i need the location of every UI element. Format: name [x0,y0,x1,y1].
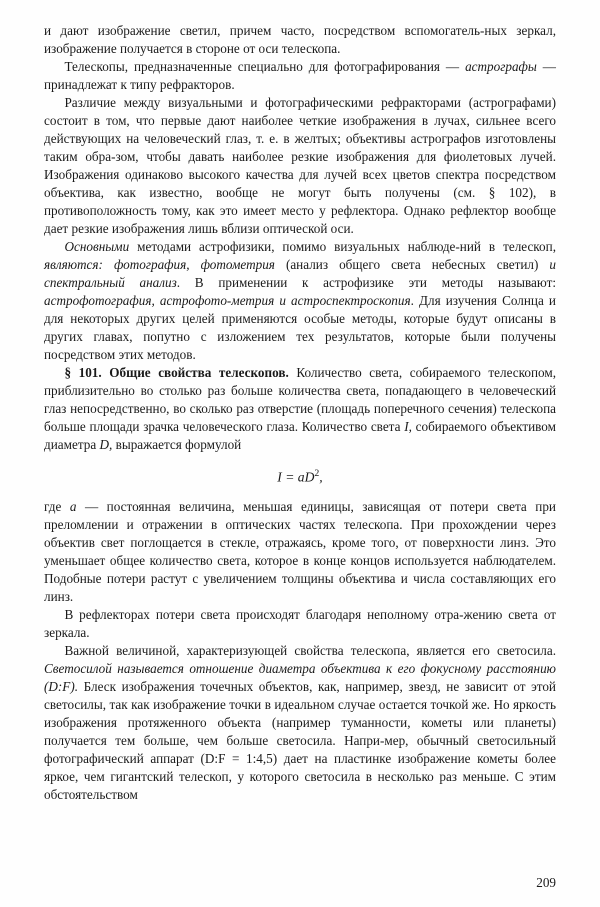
formula-light-quantity [44,465,556,487]
paragraph-4-text-a: методами астрофизики, помимо визуальных наблюде-ний в телескоп, [129,239,556,254]
paragraph-8-definition-lightpower: Светосилой называется отношение диаметра объектива к его фокусному расстоянию (D:F). [44,660,556,694]
section-101-text-b: собираемого объективом диаметра [44,419,556,452]
section-101-text-a: Количество света, собираемого телескопом, приблизительно во столько раз больше количества света, попадающего в человеческий глаз непосредственно, во сколько раз отверстие (площадь поперечного сечения) телескопа больше площади зрачка человеческого глаза. Количество света [44,365,556,434]
paragraph-8 [44,642,556,804]
paragraph-6-text-a: где [44,498,70,514]
paragraph-8-text-c: Блеск изображения точечных объектов, как, например, звезд, не зависит от этой светосилы, так как изображение точки в идеальном случае остается точкой же. Но яркость изображения протяженного объекта (например туманности, кометы или планеты) получается тем больше, чем больше светосила. Напри-мер, обычный светосильный фотографический аппарат (D:F = 1:4,5) дает на пластинке изображение кометы более яркое, чем гигантский телескоп, у которого светосила в несколько раз меньше. С этим обстоятельством [44,678,556,802]
paragraph-3-text: Различие между визуальными и фотографическими рефракторами (астрографами) состоит в том, что первые дают наиболее четкие изображения в лучах, сильнее всего действующих на человеческий глаз, т. е. в желтых; объективы астрографов изготовлены таким обра-зом, чтобы давать наиболее резкие изображения для фиолетовых лучей. Изображения одинаково высокого качества для лучей всех цветов спектра посредством объектива, как известно, вообще не могут быть получены (см. § 102), в противоположность тому, как это имеет место у рефлектора. Однако рефлектор вообще дает резкие изображения лишь вблизи оптической оси. [44,95,556,236]
section-101-paragraph [44,364,556,454]
paragraph-8-text-a: Важной величиной, характеризующей свойства телескопа, является его [64,642,497,658]
paragraph-4-term-main: Основными [64,239,130,254]
paragraph-3 [44,94,556,238]
paragraph-4 [44,238,556,364]
symbol-D: D, [99,437,113,452]
paragraph-1 [44,22,556,58]
section-heading-101: § 101. Общие свойства телескопов. [64,365,289,380]
formula-body: I = aD [277,469,315,485]
paragraph-4-term-spectral: и спектральный анализ [44,257,556,290]
paragraph-4-term-astrophotography: астрофотография, астрофото-метрия и астроспектроскопия [44,293,411,308]
formula-tail: , [319,469,323,485]
formula-exponent: 2 [314,468,320,479]
paragraph-4-text-d: . Для изучения Солнца и для некоторых других целей применяются особые методы, которые будут описаны в других главах, попутно с изложением тех результатов, которые были получены посредством этих методов. [44,293,556,362]
paragraph-2-text-b: — принадлежат к типу рефракторов. [44,59,556,92]
paragraph-2-term-astrographs: астрографы [465,59,537,74]
page-number: 209 [536,875,556,890]
paragraph-8-term-lightpower: светосила [496,642,553,658]
symbol-I: I, [404,419,412,434]
page-body [44,22,556,804]
paragraph-7 [44,606,556,642]
paragraph-2-text-a: Телескопы, предназначенные специально для фотографирования — [64,59,466,74]
paragraph-6 [44,498,556,606]
paragraph-7-text: В рефлекторах потери света происходят благодаря неполному отра-жению света от зеркала. [44,606,556,640]
paragraph-6-text-b: — постоянная величина, меньшая единицы, зависящая от потери света при преломлении и отражении в оптических частях телескопа. При прохождении через объектив свет поглощается в стекле, отражаясь, кроме того, от поверхности линз. Это уменьшает общее количество света, которое в конце концов используется наблюдателем. Подобные потери растут с увеличением толщины объектива и числа составляющих его линз. [44,498,556,604]
paragraph-1-text: и дают изображение светил, причем часто, посредством вспомогатель-ных зеркал, изображение получается в стороне от оси телескопа. [44,23,556,56]
symbol-a: а [69,498,77,514]
paragraph-4-term-methods: являются: фотография, фотометрия [44,257,275,272]
paragraph-4-text-c: . В применении к астрофизике эти методы называют: [176,275,557,290]
section-101-text-c: выражается формулой [112,437,242,452]
paragraph-4-text-b: (анализ общего света небесных светил) [274,257,550,272]
paragraph-8-text-b: . [552,642,556,658]
paragraph-2 [44,58,556,94]
